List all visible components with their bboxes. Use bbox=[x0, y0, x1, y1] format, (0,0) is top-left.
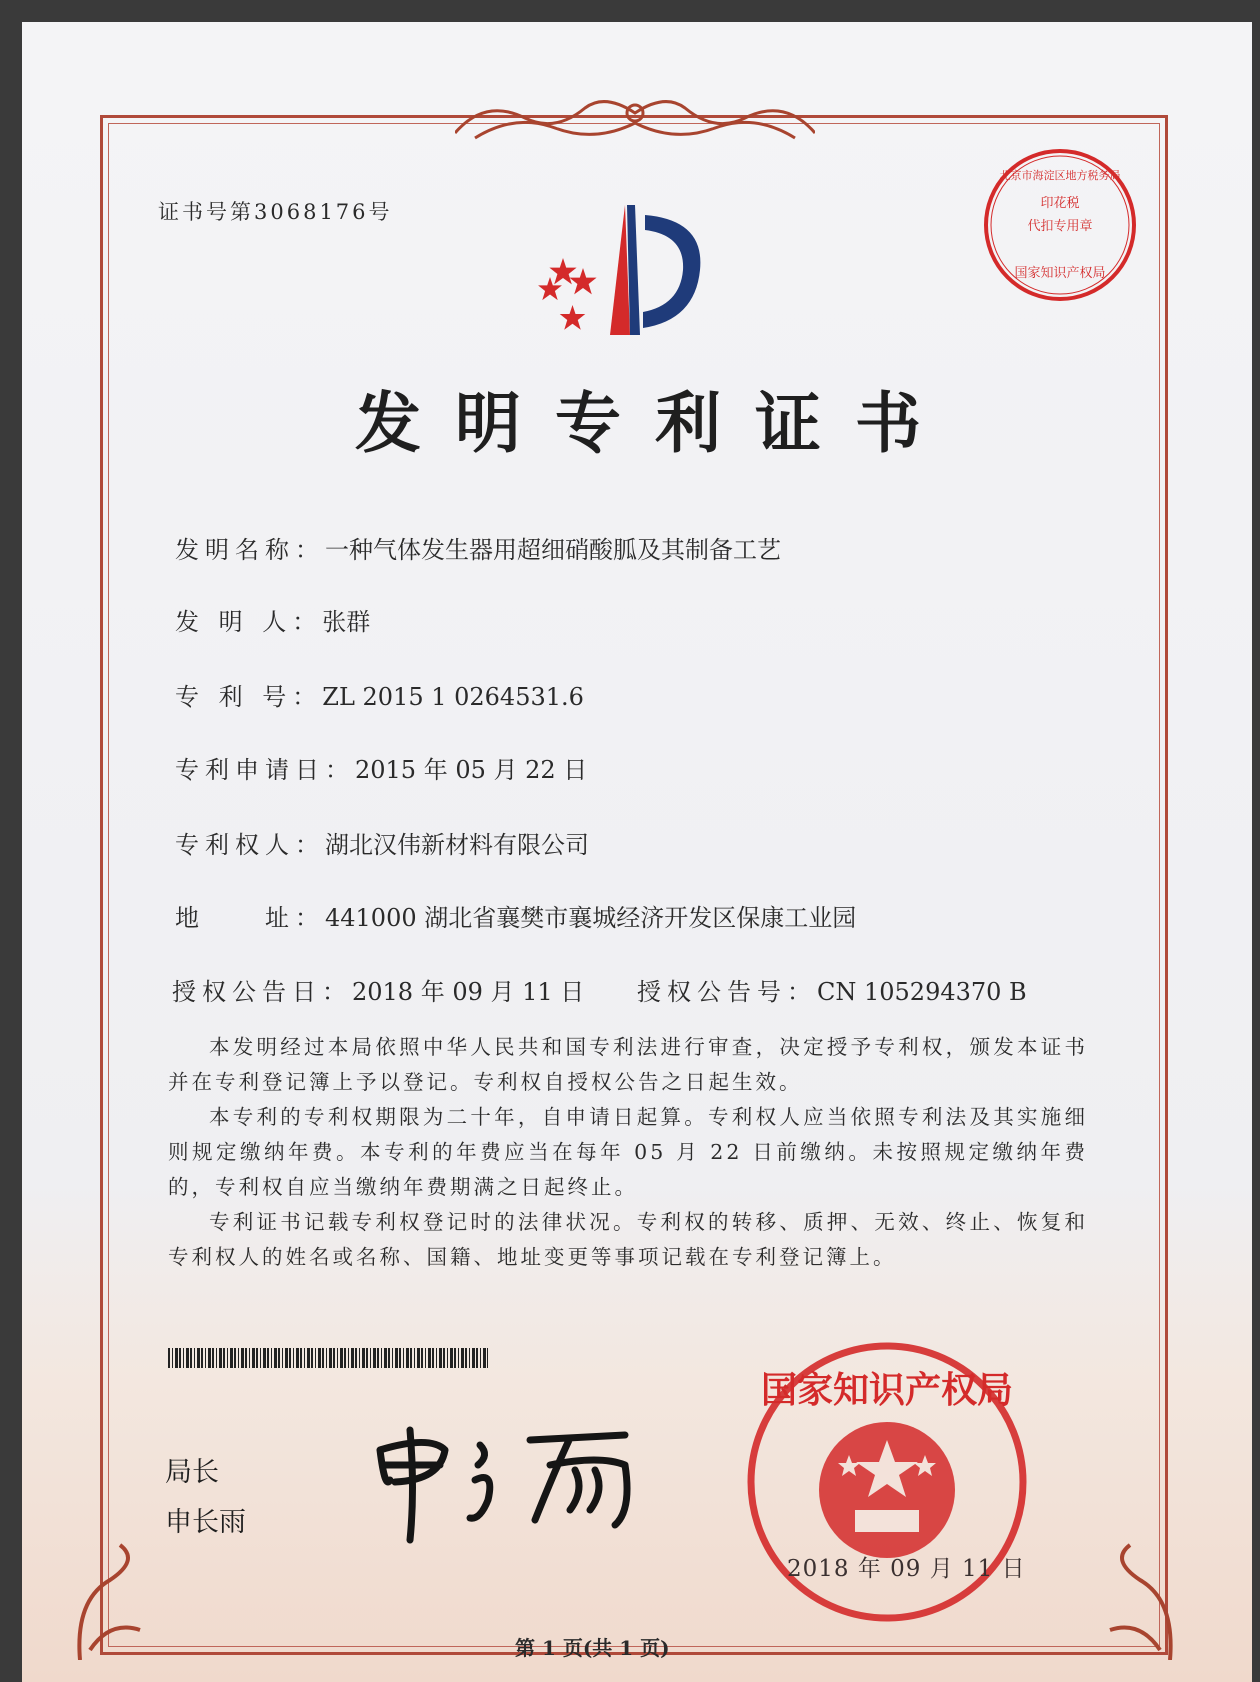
cnipa-logo bbox=[535, 200, 735, 345]
director-name: 申长雨 bbox=[165, 1507, 246, 1538]
corner-ornament-right bbox=[1090, 1540, 1180, 1660]
invention-name-row bbox=[175, 530, 781, 565]
body-paragraph-1: 本发明经过本局依照中华人民共和国专利法进行审查，决定授予专利权，颁发本证书并在专利登记簿上予以登记。专利权自授权公告之日起生效。 bbox=[168, 1035, 1088, 1094]
grant-number-value: CN 105294370 B bbox=[817, 978, 1027, 1006]
certificate-number: 证书号第3068176号 bbox=[158, 200, 393, 224]
patent-holder-row bbox=[175, 825, 589, 860]
certificate-body bbox=[168, 1030, 1088, 1275]
patent-holder-label: 专利权人： bbox=[175, 831, 325, 859]
seal-date: 2018 年 09 月 11 日 bbox=[787, 1556, 1026, 1582]
tax-stamp-outer-text: 北京市海淀区地方税务局 bbox=[999, 169, 1121, 182]
patent-number-value: ZL 2015 1 0264531.6 bbox=[322, 683, 584, 711]
barcode bbox=[168, 1348, 488, 1368]
patent-holder-value: 湖北汉伟新材料有限公司 bbox=[325, 831, 589, 859]
apply-date-label: 专利申请日： bbox=[175, 756, 355, 784]
tax-stamp bbox=[980, 145, 1140, 305]
director-title: 局长 bbox=[165, 1457, 219, 1488]
tax-stamp-text-1: 印花税 bbox=[1040, 196, 1080, 211]
director-signature bbox=[370, 1410, 660, 1550]
top-ornament bbox=[455, 88, 815, 148]
tax-stamp-text-2: 代扣专用章 bbox=[1027, 219, 1093, 234]
apply-date-row bbox=[175, 750, 587, 785]
corner-ornament-left bbox=[70, 1540, 160, 1660]
tax-stamp-bottom-text: 国家知识产权局 bbox=[1014, 266, 1106, 281]
apply-date-value: 2015 年 05 月 22 日 bbox=[355, 756, 588, 784]
page-number: 第 1 页(共 1 页) bbox=[515, 1636, 670, 1660]
invention-name-label: 发明名称： bbox=[175, 536, 325, 564]
seal-text: 国家知识产权局 bbox=[760, 1370, 1014, 1411]
body-paragraph-3: 专利证书记载专利权登记时的法律状况。专利权的转移、质押、无效、终止、恢复和专利权人的姓名或名称、国籍、地址变更等事项记载在专利登记簿上。 bbox=[168, 1210, 1088, 1269]
inventor-label: 发 明 人： bbox=[175, 608, 323, 636]
address-row bbox=[175, 898, 856, 933]
inventor-value: 张群 bbox=[322, 608, 371, 636]
address-label: 地 址： bbox=[175, 904, 325, 932]
patent-number-row bbox=[175, 677, 584, 712]
patent-number-label: 专 利 号： bbox=[175, 683, 323, 711]
grant-date-row bbox=[172, 972, 584, 1007]
grant-number-label: 授权公告号： bbox=[637, 978, 817, 1006]
grant-date-value: 2018 年 09 月 11 日 bbox=[352, 978, 585, 1006]
invention-name-value: 一种气体发生器用超细硝酸胍及其制备工艺 bbox=[325, 536, 781, 564]
grant-number-row bbox=[637, 972, 1027, 1007]
body-paragraph-2: 本专利的专利权期限为二十年，自申请日起算。专利权人应当依照专利法及其实施细则规定缴纳年费。本专利的年费应当在每年 05 月 22 日前缴纳。未按照规定缴纳年费的，专利权自应当缴纳年费期满之日起终止。 bbox=[168, 1105, 1088, 1199]
grant-date-label: 授权公告日： bbox=[172, 978, 352, 1006]
inventor-row bbox=[175, 602, 370, 637]
certificate-title: 发明专利证书 bbox=[355, 384, 955, 462]
address-value: 441000 湖北省襄樊市襄城经济开发区保康工业园 bbox=[325, 904, 857, 932]
